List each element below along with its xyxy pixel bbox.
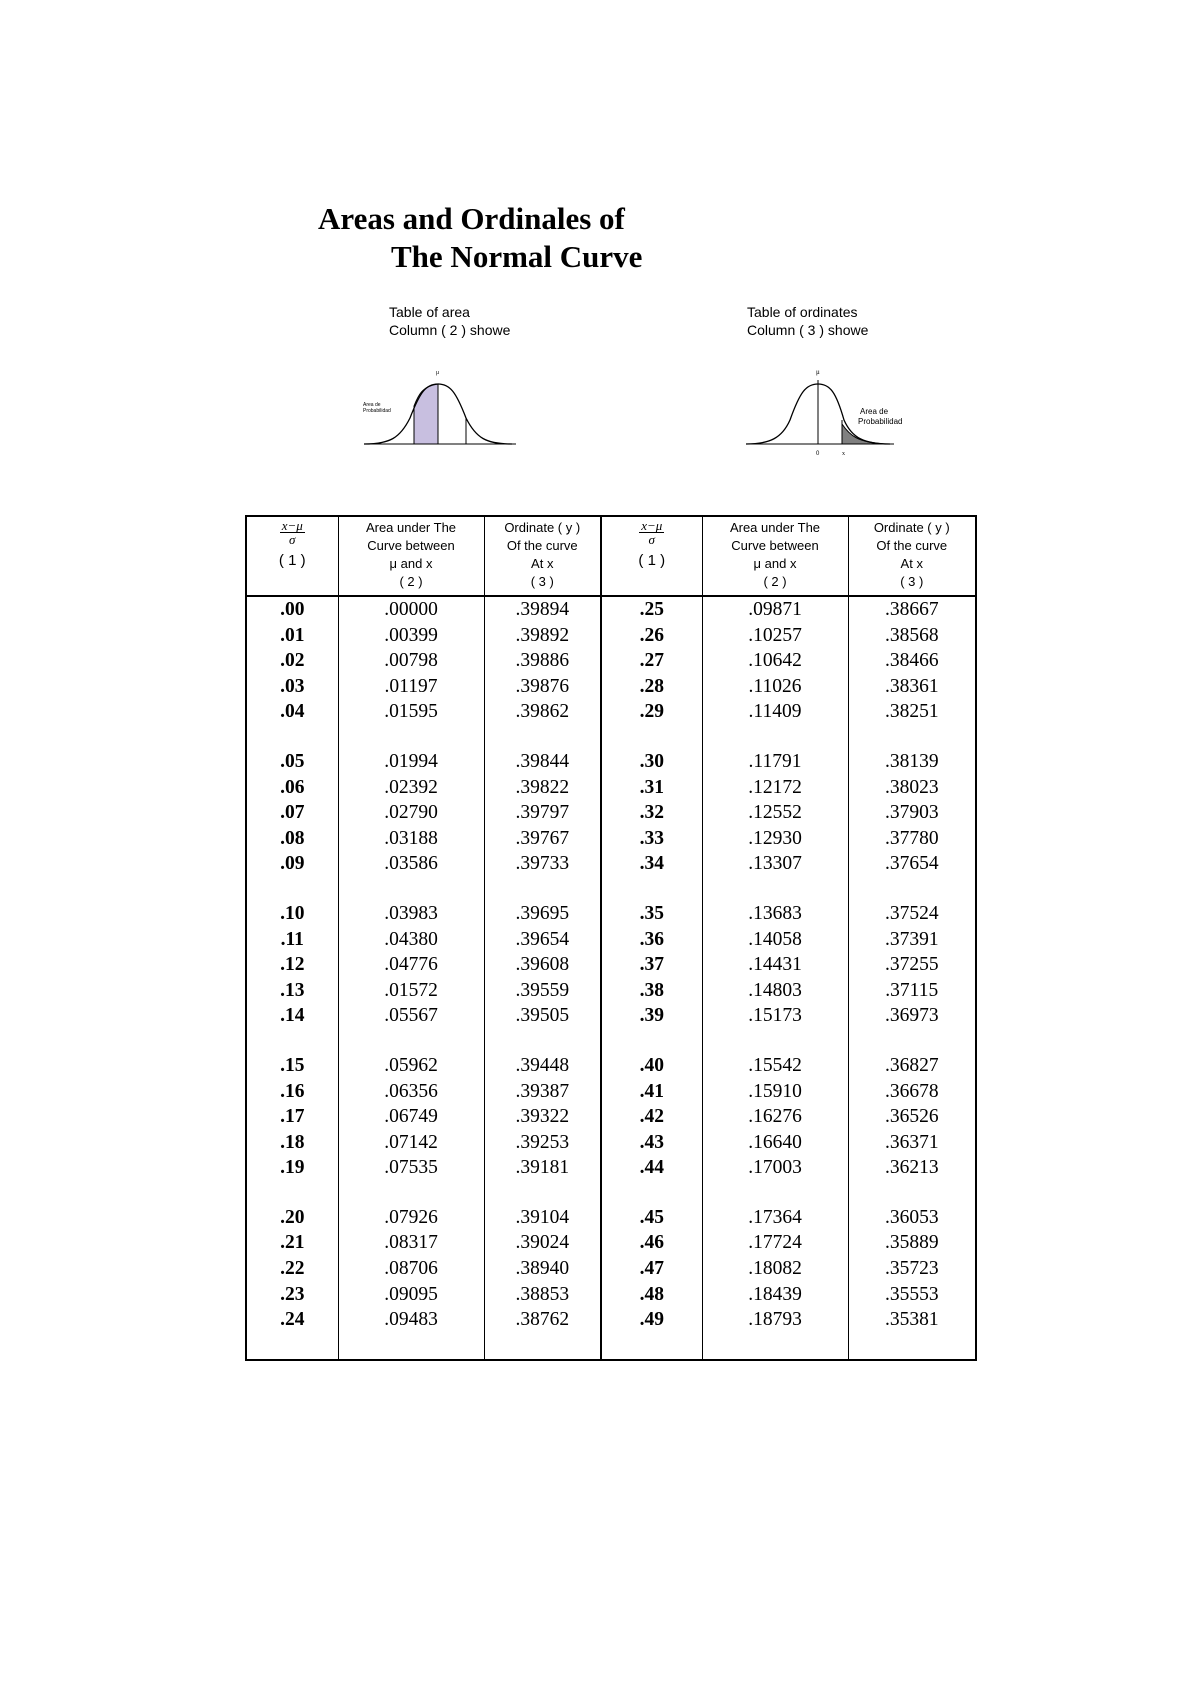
ordinate-left-cell: .39104: [484, 1205, 601, 1231]
table-row: [246, 851, 976, 877]
table-row: [246, 775, 976, 801]
spacer-cell: [484, 1181, 601, 1205]
ordinate-left-cell: .39797: [484, 800, 601, 826]
area-right-cell: .14431: [702, 952, 848, 978]
area-right-cell: .13683: [702, 901, 848, 927]
area-right-cell: .15542: [702, 1053, 848, 1079]
z-right-cell: .49: [601, 1307, 702, 1333]
header-text: Of the curve: [506, 538, 578, 553]
group-spacer-row: [246, 1029, 976, 1053]
spacer-cell: [338, 1181, 484, 1205]
table-row: [246, 674, 976, 700]
area-left-cell: .09095: [338, 1282, 484, 1308]
z-right-cell: .25: [601, 596, 702, 623]
area-left-cell: .01572: [338, 978, 484, 1004]
z-right-cell: .42: [601, 1104, 702, 1130]
ordinate-left-cell: .39876: [484, 674, 601, 700]
area-right-cell: .13307: [702, 851, 848, 877]
z-right-cell: .27: [601, 648, 702, 674]
column-number: ( 3 ): [530, 574, 554, 589]
z-left-cell: .04: [280, 701, 305, 723]
area-prob-label-1: Area de: [363, 402, 381, 408]
column-number: ( 2 ): [763, 574, 787, 589]
z-right-cell: .26: [601, 623, 702, 649]
spacer-cell: [338, 1029, 484, 1053]
ordinate-left-cell: .39559: [484, 978, 601, 1004]
table-row: [246, 927, 976, 953]
filler-cell: [702, 1333, 848, 1360]
table-row: [246, 1104, 976, 1130]
z-right-cell: .39: [601, 1003, 702, 1029]
z-numerator: x−μ: [281, 518, 303, 533]
ordinate-right-cell: .38139: [848, 749, 976, 775]
ordinate-right-cell: .36526: [848, 1104, 976, 1130]
z-left-cell: .08: [280, 827, 305, 849]
ordinate-right-cell: .35889: [848, 1230, 976, 1256]
spacer-cell: [702, 877, 848, 901]
table-row: [246, 978, 976, 1004]
z-left-cell: .06: [280, 776, 305, 798]
area-prob-label-2: Probabilidad: [363, 408, 391, 414]
area-right-cell: .12172: [702, 775, 848, 801]
header-text: Area under The: [729, 520, 821, 535]
spacer-cell: [702, 1029, 848, 1053]
area-right-cell: .16276: [702, 1104, 848, 1130]
ordinate-right-cell: .38466: [848, 648, 976, 674]
z-right-cell: .44: [601, 1155, 702, 1181]
z-right-cell: .43: [601, 1130, 702, 1156]
z-left-cell: .20: [280, 1206, 305, 1228]
area-right-cell: .11026: [702, 674, 848, 700]
ordinate-right-cell: .38568: [848, 623, 976, 649]
table-row: [246, 1256, 976, 1282]
table-row: [246, 596, 976, 623]
header-text: Of the curve: [876, 538, 948, 553]
group-spacer-row: [246, 877, 976, 901]
area-left-cell: .00000: [338, 596, 484, 623]
z-left-cell: .01: [280, 624, 305, 646]
spacer-cell: [848, 877, 976, 901]
area-left-cell: .01595: [338, 699, 484, 725]
area-mu-label: μ: [436, 370, 440, 376]
table-row: [246, 1205, 976, 1231]
filler-cell: [246, 1333, 338, 1360]
ordinate-left-cell: .39767: [484, 826, 601, 852]
spacer-cell: [484, 725, 601, 749]
column-number: ( 1 ): [278, 552, 306, 569]
column-number: ( 3 ): [900, 574, 924, 589]
header-area-left: [338, 516, 484, 596]
table-row: [246, 699, 976, 725]
ordinate-prob-label-2: Probabilidad: [858, 417, 903, 426]
spacer-cell: [848, 725, 976, 749]
ordinate-right-cell: .36678: [848, 1079, 976, 1105]
z-fraction: [639, 519, 664, 546]
spacer-cell: [338, 877, 484, 901]
area-left-cell: .08706: [338, 1256, 484, 1282]
area-right-cell: .14058: [702, 927, 848, 953]
z-left-cell: .24: [280, 1309, 305, 1331]
area-left-cell: .03586: [338, 851, 484, 877]
table-row: [246, 749, 976, 775]
ordinate-left-cell: .39181: [484, 1155, 601, 1181]
header-text: Curve between: [367, 538, 455, 553]
header-ordinate-left: [484, 516, 601, 596]
ordinate-x-label: x: [842, 451, 845, 457]
column-number: ( 2 ): [399, 574, 423, 589]
z-denominator: σ: [648, 532, 655, 547]
area-right-cell: .12930: [702, 826, 848, 852]
ordinate-zero-label: 0: [816, 451, 820, 457]
spacer-cell: [484, 877, 601, 901]
table-row: [246, 1307, 976, 1333]
ordinate-right-cell: .36827: [848, 1053, 976, 1079]
z-right-cell: .37: [601, 952, 702, 978]
header-text: μ and x: [389, 556, 433, 571]
z-left-cell: .18: [280, 1131, 305, 1153]
filler-cell: [601, 1333, 702, 1360]
area-left-cell: .06356: [338, 1079, 484, 1105]
area-left-cell: .08317: [338, 1230, 484, 1256]
table-bottom-filler: [246, 1333, 976, 1360]
column-number: ( 1 ): [638, 552, 666, 569]
z-right-cell: .31: [601, 775, 702, 801]
area-right-cell: .18439: [702, 1282, 848, 1308]
z-left-cell: .05: [280, 750, 305, 772]
z-left-cell: .14: [280, 1005, 305, 1027]
z-right-cell: .32: [601, 800, 702, 826]
z-left-cell: .03: [280, 675, 305, 697]
area-left-cell: .00399: [338, 623, 484, 649]
area-right-cell: .17724: [702, 1230, 848, 1256]
ordinate-right-cell: .37391: [848, 927, 976, 953]
ordinate-left-cell: .39024: [484, 1230, 601, 1256]
area-left-cell: .03188: [338, 826, 484, 852]
spacer-cell: [601, 1029, 702, 1053]
header-text: Area under The: [365, 520, 457, 535]
ordinate-right-cell: .38251: [848, 699, 976, 725]
ordinate-left-cell: .39892: [484, 623, 601, 649]
header-ordinate-right: [848, 516, 976, 596]
ordinate-right-cell: .36213: [848, 1155, 976, 1181]
ordinate-left-cell: .39505: [484, 1003, 601, 1029]
ordinate-right-cell: .37255: [848, 952, 976, 978]
ordinate-left-cell: .39654: [484, 927, 601, 953]
area-right-cell: .15173: [702, 1003, 848, 1029]
ordinate-right-cell: .36371: [848, 1130, 976, 1156]
z-left-cell: .16: [280, 1080, 305, 1102]
table-row: [246, 1282, 976, 1308]
table-row: [246, 800, 976, 826]
table-header-row: [246, 516, 976, 596]
ordinate-left-cell: .39844: [484, 749, 601, 775]
header-text: At x: [900, 556, 923, 571]
normal-curve-table: [245, 515, 977, 1361]
area-right-cell: .11791: [702, 749, 848, 775]
z-right-cell: .29: [601, 699, 702, 725]
area-left-cell: .01994: [338, 749, 484, 775]
z-left-cell: .13: [280, 979, 305, 1001]
spacer-cell: [246, 877, 338, 901]
header-text: μ and x: [753, 556, 797, 571]
area-shaded-region: [414, 384, 438, 444]
filler-cell: [484, 1333, 601, 1360]
spacer-cell: [848, 1029, 976, 1053]
ordinate-left-cell: .39894: [484, 596, 601, 623]
ordinate-right-cell: .37903: [848, 800, 976, 826]
area-right-cell: .18793: [702, 1307, 848, 1333]
spacer-cell: [848, 1181, 976, 1205]
ordinate-mu-label: μ: [816, 368, 820, 376]
z-right-cell: .35: [601, 901, 702, 927]
ordinate-left-cell: .39253: [484, 1130, 601, 1156]
header-z-left: [246, 516, 338, 596]
ordinate-right-cell: .36053: [848, 1205, 976, 1231]
header-z-right: [601, 516, 702, 596]
z-left-cell: .07: [280, 802, 305, 824]
ordinate-table-caption: [747, 303, 868, 339]
z-right-cell: .33: [601, 826, 702, 852]
ordinate-left-cell: .39387: [484, 1079, 601, 1105]
area-right-cell: .10257: [702, 623, 848, 649]
z-left-cell: .17: [280, 1106, 305, 1128]
area-left-cell: .01197: [338, 674, 484, 700]
group-spacer-row: [246, 1181, 976, 1205]
ordinate-left-cell: .39733: [484, 851, 601, 877]
z-right-cell: .46: [601, 1230, 702, 1256]
table-row: [246, 1155, 976, 1181]
ordinate-right-cell: .36973: [848, 1003, 976, 1029]
spacer-cell: [601, 1181, 702, 1205]
z-right-cell: .30: [601, 749, 702, 775]
z-left-cell: .02: [280, 650, 305, 672]
z-left-cell: .11: [280, 928, 304, 950]
filler-cell: [338, 1333, 484, 1360]
ordinate-curve-diagram: [744, 362, 924, 462]
spacer-cell: [246, 1181, 338, 1205]
area-left-cell: .07535: [338, 1155, 484, 1181]
area-right-cell: .11409: [702, 699, 848, 725]
table-row: [246, 623, 976, 649]
table-row: [246, 1053, 976, 1079]
ordinate-left-cell: .39695: [484, 901, 601, 927]
ordinate-prob-label-1: Area de: [860, 407, 889, 416]
area-curve-diagram: [360, 362, 530, 462]
table-row: [246, 648, 976, 674]
area-left-cell: .07926: [338, 1205, 484, 1231]
page-title: [318, 200, 642, 276]
ordinate-left-cell: .39862: [484, 699, 601, 725]
table-row: [246, 826, 976, 852]
title-line-1: Areas and Ordinales of: [318, 201, 625, 236]
table-row: [246, 1130, 976, 1156]
table-row: [246, 952, 976, 978]
area-left-cell: .02790: [338, 800, 484, 826]
header-text: Curve between: [731, 538, 819, 553]
header-text: Ordinate ( y ): [504, 520, 581, 535]
z-right-cell: .47: [601, 1256, 702, 1282]
filler-cell: [848, 1333, 976, 1360]
ordinate-right-cell: .38361: [848, 674, 976, 700]
table-body: [246, 596, 976, 1360]
area-right-cell: .12552: [702, 800, 848, 826]
ordinate-right-cell: .37654: [848, 851, 976, 877]
spacer-cell: [484, 1029, 601, 1053]
table-row: [246, 901, 976, 927]
z-left-cell: .09: [280, 853, 305, 875]
ordinate-left-cell: .38853: [484, 1282, 601, 1308]
area-left-cell: .00798: [338, 648, 484, 674]
ordinate-caption-line-2: Column ( 3 ) showe: [747, 322, 869, 338]
ordinate-left-cell: .39608: [484, 952, 601, 978]
spacer-cell: [702, 725, 848, 749]
title-line-2: The Normal Curve: [391, 239, 643, 274]
z-right-cell: .36: [601, 927, 702, 953]
ordinate-left-cell: .39822: [484, 775, 601, 801]
area-right-cell: .15910: [702, 1079, 848, 1105]
group-spacer-row: [246, 725, 976, 749]
spacer-cell: [246, 725, 338, 749]
ordinate-right-cell: .37115: [848, 978, 976, 1004]
area-left-cell: .05962: [338, 1053, 484, 1079]
header-text: Ordinate ( y ): [873, 520, 950, 535]
area-left-cell: .07142: [338, 1130, 484, 1156]
header-text: At x: [531, 556, 554, 571]
spacer-cell: [338, 725, 484, 749]
z-denominator: σ: [289, 532, 296, 547]
ordinate-right-cell: .35553: [848, 1282, 976, 1308]
z-right-cell: .38: [601, 978, 702, 1004]
ordinate-right-cell: .37524: [848, 901, 976, 927]
z-left-cell: .19: [280, 1157, 305, 1179]
area-left-cell: .03983: [338, 901, 484, 927]
z-right-cell: .34: [601, 851, 702, 877]
z-right-cell: .40: [601, 1053, 702, 1079]
area-right-cell: .10642: [702, 648, 848, 674]
ordinate-right-cell: .37780: [848, 826, 976, 852]
spacer-cell: [601, 725, 702, 749]
z-left-cell: .10: [280, 902, 305, 924]
area-right-cell: .16640: [702, 1130, 848, 1156]
area-table-caption: [389, 303, 510, 339]
z-right-cell: .41: [601, 1079, 702, 1105]
z-left-cell: .00: [280, 599, 305, 620]
spacer-cell: [702, 1181, 848, 1205]
z-right-cell: .45: [601, 1205, 702, 1231]
ordinate-right-cell: .35381: [848, 1307, 976, 1333]
z-left-cell: .22: [280, 1258, 305, 1280]
z-left-cell: .23: [280, 1283, 305, 1305]
z-fraction: [280, 519, 305, 546]
z-numerator: x−μ: [641, 518, 663, 533]
area-left-cell: .09483: [338, 1307, 484, 1333]
area-left-cell: .04380: [338, 927, 484, 953]
ordinate-left-cell: .38940: [484, 1256, 601, 1282]
table-row: [246, 1230, 976, 1256]
area-right-cell: .18082: [702, 1256, 848, 1282]
table-row: [246, 1003, 976, 1029]
z-left-cell: .15: [280, 1054, 305, 1076]
ordinate-left-cell: .38762: [484, 1307, 601, 1333]
ordinate-left-cell: .39448: [484, 1053, 601, 1079]
header-area-right: [702, 516, 848, 596]
ordinate-right-cell: .35723: [848, 1256, 976, 1282]
area-left-cell: .05567: [338, 1003, 484, 1029]
area-left-cell: .04776: [338, 952, 484, 978]
area-right-cell: .17364: [702, 1205, 848, 1231]
area-left-cell: .02392: [338, 775, 484, 801]
area-left-cell: .06749: [338, 1104, 484, 1130]
ordinate-left-cell: .39886: [484, 648, 601, 674]
ordinate-caption-line-1: Table of ordinates: [747, 304, 858, 320]
area-caption-line-2: Column ( 2 ) showe: [389, 322, 511, 338]
area-caption-line-1: Table of area: [389, 304, 470, 320]
z-left-cell: .21: [280, 1232, 305, 1254]
area-right-cell: .09871: [702, 596, 848, 623]
ordinate-left-cell: .39322: [484, 1104, 601, 1130]
spacer-cell: [246, 1029, 338, 1053]
z-left-cell: .12: [280, 954, 305, 976]
ordinate-right-cell: .38667: [848, 596, 976, 623]
z-right-cell: .28: [601, 674, 702, 700]
table-row: [246, 1079, 976, 1105]
area-right-cell: .14803: [702, 978, 848, 1004]
spacer-cell: [601, 877, 702, 901]
z-right-cell: .48: [601, 1282, 702, 1308]
area-right-cell: .17003: [702, 1155, 848, 1181]
ordinate-right-cell: .38023: [848, 775, 976, 801]
